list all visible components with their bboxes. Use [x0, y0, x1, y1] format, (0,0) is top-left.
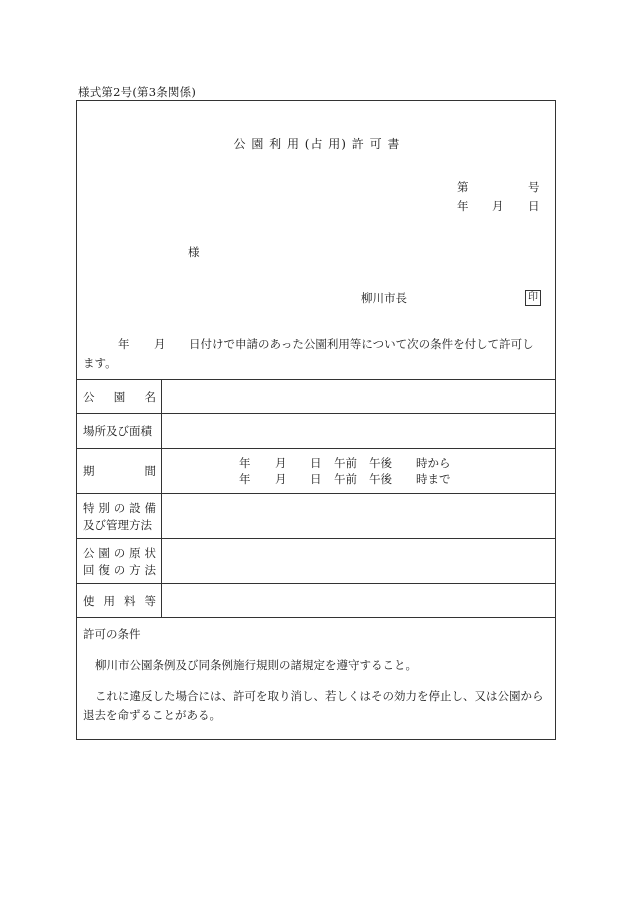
- label-management-method: 及び管理方法: [83, 518, 152, 532]
- label-location-area: 場所及び面積: [83, 424, 152, 438]
- period-start-hour: 時から: [416, 456, 451, 470]
- intro-year: 年: [118, 337, 130, 351]
- date-year: 年: [457, 199, 469, 213]
- period-end-year: 年: [239, 472, 251, 486]
- conditions-heading: 許可の条件: [83, 627, 141, 641]
- period-start-am: 午前: [334, 456, 357, 470]
- intro-month: 月: [154, 337, 166, 351]
- intro-text: 日付けで申請のあった公園利用等について次の条件を付して許可し: [189, 337, 534, 351]
- label-usage-fee: 使 用 料 等: [83, 594, 156, 608]
- label-restoration-method: 回 復 の 方 法: [83, 563, 156, 577]
- table-rule: [77, 538, 555, 539]
- table-rule: [77, 617, 555, 618]
- table-column-divider: [161, 379, 162, 617]
- condition-violation: これに違反した場合には、許可を取り消し、若しくはその効力を停止し、又は公園から: [95, 689, 544, 703]
- number-prefix: 第: [457, 180, 469, 194]
- document-title: 公 園 利 用 (占 用) 許 可 書: [233, 137, 401, 151]
- period-end-hour: 時まで: [416, 472, 451, 486]
- date-month: 月: [492, 199, 504, 213]
- period-end-month: 月: [275, 472, 287, 486]
- table-rule: [77, 493, 555, 494]
- period-start-pm: 午後: [369, 456, 392, 470]
- seal-mark: 印: [525, 290, 541, 306]
- period-start-day: 日: [310, 456, 322, 470]
- table-rule: [77, 448, 555, 449]
- table-rule: [77, 413, 555, 414]
- date-day: 日: [528, 199, 540, 213]
- label-park-name: 公 園 名: [83, 390, 156, 404]
- period-end-pm: 午後: [369, 472, 392, 486]
- table-rule: [77, 583, 555, 584]
- issuer-name: 柳川市長: [361, 291, 407, 305]
- label-period: 期 間: [83, 464, 156, 478]
- period-start-month: 月: [275, 456, 287, 470]
- permit-form-frame: [76, 100, 556, 740]
- condition-compliance: 柳川市公園条例及び同条例施行規則の諸規定を遵守すること。: [95, 658, 417, 672]
- intro-text-continued: ます。: [83, 356, 117, 370]
- form-number-label: 様式第2号(第3条関係): [78, 85, 197, 99]
- label-special-facilities: 特 別 の 設 備: [83, 501, 156, 515]
- label-park-original-state: 公 園 の 原 状: [83, 546, 156, 560]
- addressee-suffix: 様: [188, 245, 200, 259]
- table-rule: [77, 379, 555, 380]
- period-end-am: 午前: [334, 472, 357, 486]
- period-end-day: 日: [310, 472, 322, 486]
- period-start-year: 年: [239, 456, 251, 470]
- number-suffix: 号: [528, 180, 540, 194]
- condition-violation-continued: 退去を命ずることがある。: [83, 708, 221, 722]
